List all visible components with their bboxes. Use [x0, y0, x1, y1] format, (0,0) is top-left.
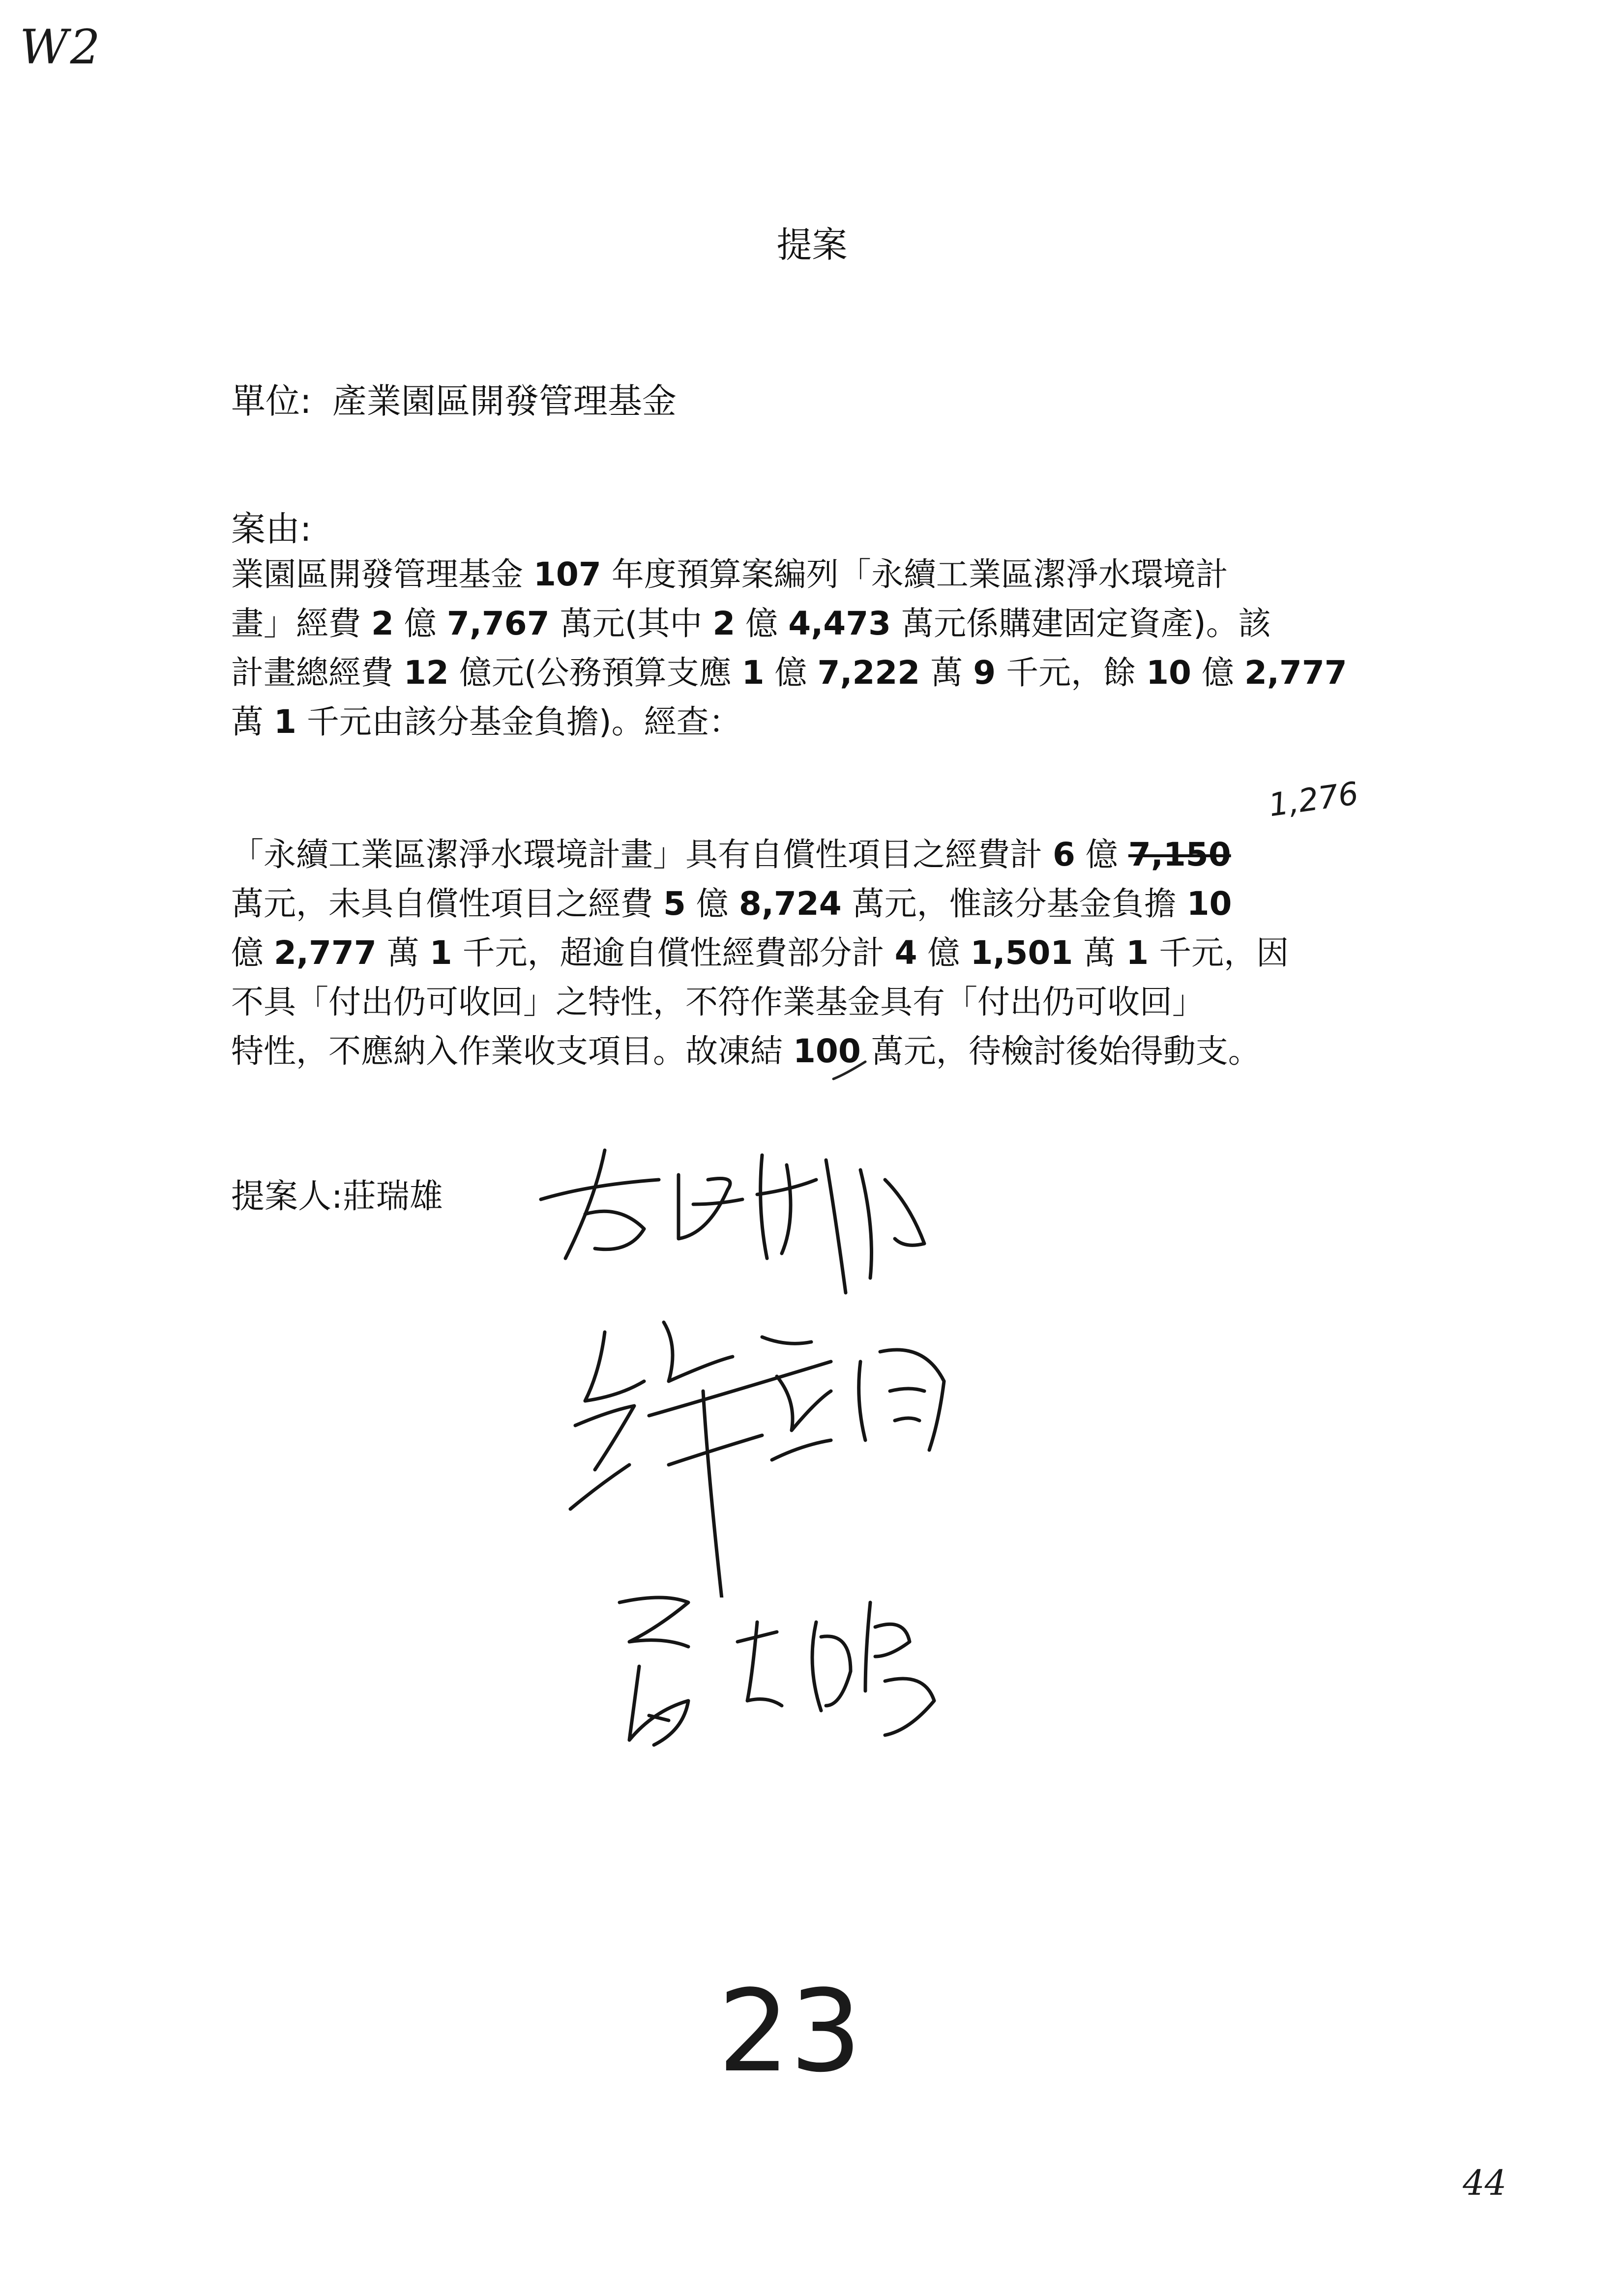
text-run: 千元，餘: [996, 654, 1147, 692]
unit-line: [231, 374, 677, 423]
proposer-name: 莊瑞雄: [342, 1177, 443, 1216]
number-run: 1: [429, 934, 452, 972]
number-run: 1: [273, 703, 296, 741]
text-run: 萬: [920, 654, 974, 692]
handwritten-page-number: 23: [718, 1966, 862, 2097]
number-run: 5: [663, 885, 686, 923]
text-run: 億: [735, 605, 789, 642]
text-run: 萬: [231, 703, 274, 741]
paragraph1-line: [231, 548, 1228, 595]
corner-mark: W2: [20, 20, 102, 75]
paragraph2-line: [231, 976, 1205, 1022]
number-run: 1: [1126, 934, 1149, 972]
number-run: 1,501: [970, 934, 1073, 972]
text-run: 億: [1075, 836, 1128, 873]
number-run: 2,777: [1244, 654, 1347, 692]
text-run: 千元，超逾自償性經費部分計: [452, 934, 895, 972]
text-run: 千元由該分基金負擔)。經查：: [296, 703, 741, 741]
number-run: 6: [1052, 836, 1075, 873]
paragraph1-line: [231, 646, 1347, 693]
number-run: 4: [894, 934, 917, 972]
paragraph2-line: [231, 1025, 1261, 1072]
signature-3: [610, 1583, 954, 1770]
number-run: 100: [793, 1032, 861, 1070]
unit-value: 產業園區開發管理基金: [332, 381, 677, 421]
handwritten-correction: 1,276: [1266, 775, 1361, 824]
paragraph2-line: [231, 927, 1289, 973]
number-run: 1: [741, 654, 765, 692]
proposer-label: 提案人:: [231, 1177, 343, 1216]
footer-page-number: 44: [1463, 2163, 1507, 2203]
text-run: 億: [685, 885, 739, 923]
text-run: 億: [917, 934, 971, 972]
struck-amount: 7,150: [1128, 836, 1231, 873]
check-mark-icon: [831, 1057, 870, 1086]
text-run: 年度預算案編列「永續工業區潔淨水環境計: [601, 555, 1228, 593]
text-run: 畫」經費: [231, 605, 371, 642]
page-title: 提案: [776, 224, 848, 265]
number-run: 9: [973, 654, 996, 692]
paragraph1-line: [231, 597, 1271, 644]
reason-label: 案由:: [231, 509, 312, 549]
text-run: 萬元，未具自償性項目之經費: [231, 885, 663, 923]
paragraph1-line: [231, 696, 741, 742]
number-run: 10: [1186, 885, 1232, 923]
text-run: 億元(公務預算支應: [448, 654, 742, 692]
number-run: 10: [1146, 654, 1191, 692]
text-run: 不具「付出仍可收回」之特性，不符作業基金具有「付出仍可收回」: [231, 983, 1205, 1021]
text-run: 萬元，惟該分基金負擔: [841, 885, 1187, 923]
paragraph2-line: [231, 877, 1232, 924]
text-run: 億: [393, 605, 447, 642]
number-run: 8,724: [738, 885, 842, 923]
text-run: 億: [764, 654, 818, 692]
text-run: 特性，不應納入作業收支項目。故凍結: [231, 1032, 793, 1070]
proposer-line: [231, 1170, 443, 1218]
number-run: 7,222: [817, 654, 920, 692]
number-run: 7,767: [446, 605, 550, 642]
number-run: 2: [712, 605, 736, 642]
unit-label: 單位:: [231, 381, 312, 421]
text-run: 萬: [376, 934, 430, 972]
number-run: 2,777: [273, 934, 377, 972]
text-run: 億: [231, 934, 274, 972]
text-run: 萬元係購建固定資產)。該: [891, 605, 1271, 642]
text-run: 萬元，待檢討後始得動支。: [860, 1032, 1261, 1070]
signature-1: [531, 1131, 974, 1308]
text-run: 千元，因: [1149, 934, 1289, 972]
number-run: 2: [371, 605, 394, 642]
number-run: 107: [533, 555, 601, 593]
text-run: 計畫總經費: [231, 654, 404, 692]
number-run: 4,473: [788, 605, 891, 642]
text-run: 億: [1191, 654, 1244, 692]
text-run: 「永續工業區潔淨水環境計畫」具有自償性項目之經費計: [231, 836, 1053, 873]
text-run: 萬元(其中: [549, 605, 713, 642]
paragraph2-line: [231, 828, 1231, 875]
signature-2: [556, 1303, 1047, 1598]
text-run: 萬: [1073, 934, 1126, 972]
number-run: 12: [403, 654, 449, 692]
text-run: 業園區開發管理基金: [231, 555, 533, 593]
